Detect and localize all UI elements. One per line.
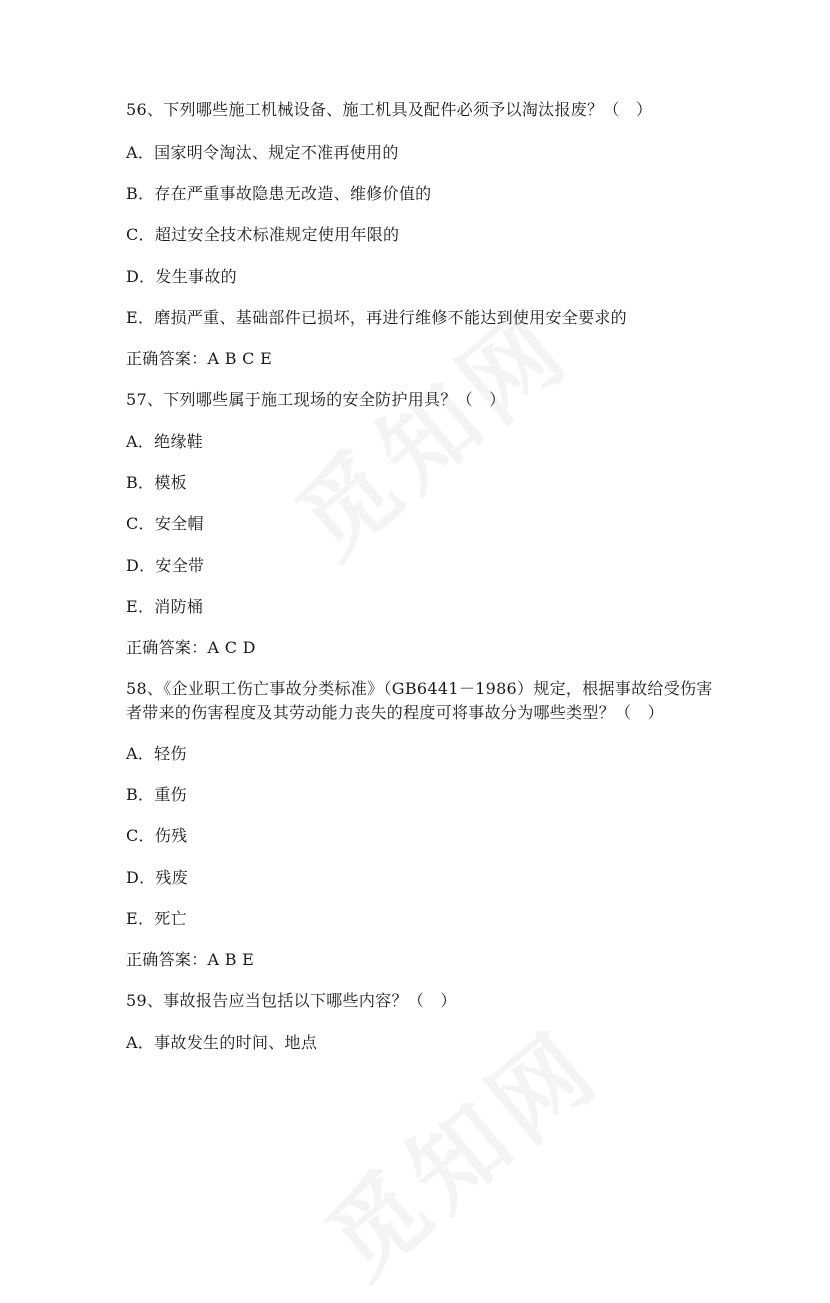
watermark-logo xyxy=(293,994,625,1303)
option-a: A．轻伤 xyxy=(126,744,187,763)
option-a: A．事故发生的时间、地点 xyxy=(126,1033,318,1052)
option-a: A．国家明令淘汰、规定不准再使用的 xyxy=(126,143,399,162)
option-a: A．绝缘鞋 xyxy=(126,432,204,451)
answer-58: 正确答案：A B E xyxy=(126,950,255,969)
answer-56: 正确答案：A B C E xyxy=(126,349,273,368)
option-b: B．存在严重事故隐患无改造、维修价值的 xyxy=(126,184,432,203)
option-d: D．残废 xyxy=(126,868,189,887)
option-c: C．伤残 xyxy=(126,826,188,845)
option-e: E．消防桶 xyxy=(126,597,204,616)
option-d: D．发生事故的 xyxy=(126,267,237,286)
option-d: D．安全带 xyxy=(126,556,205,575)
option-b: B．模板 xyxy=(126,473,187,492)
question-59-text: 59、事故报告应当包括以下哪些内容？（ ） xyxy=(126,991,457,1010)
question-57-text: 57、下列哪些属于施工现场的安全防护用具？（ ） xyxy=(126,390,506,409)
answer-57: 正确答案：A C D xyxy=(126,638,256,657)
option-e: E．磨损严重、基础部件已损坏，再进行维修不能达到使用安全要求的 xyxy=(126,308,627,327)
question-56-text: 56、下列哪些施工机械设备、施工机具及配件必须予以淘汰报废？（ ） xyxy=(126,100,653,119)
option-c: C．超过安全技术标准规定使用年限的 xyxy=(126,225,400,244)
question-58-text-line2: 者带来的伤害程度及其劳动能力丧失的程度可将事故分为哪些类型？（ ） xyxy=(126,703,664,722)
option-b: B．重伤 xyxy=(126,785,187,804)
option-c: C．安全帽 xyxy=(126,514,204,533)
question-58-text-line1: 58、《企业职工伤亡事故分类标准》（GB6441－1986）规定，根据事故给受伤害 xyxy=(126,679,713,698)
option-e: E．死亡 xyxy=(126,909,187,928)
